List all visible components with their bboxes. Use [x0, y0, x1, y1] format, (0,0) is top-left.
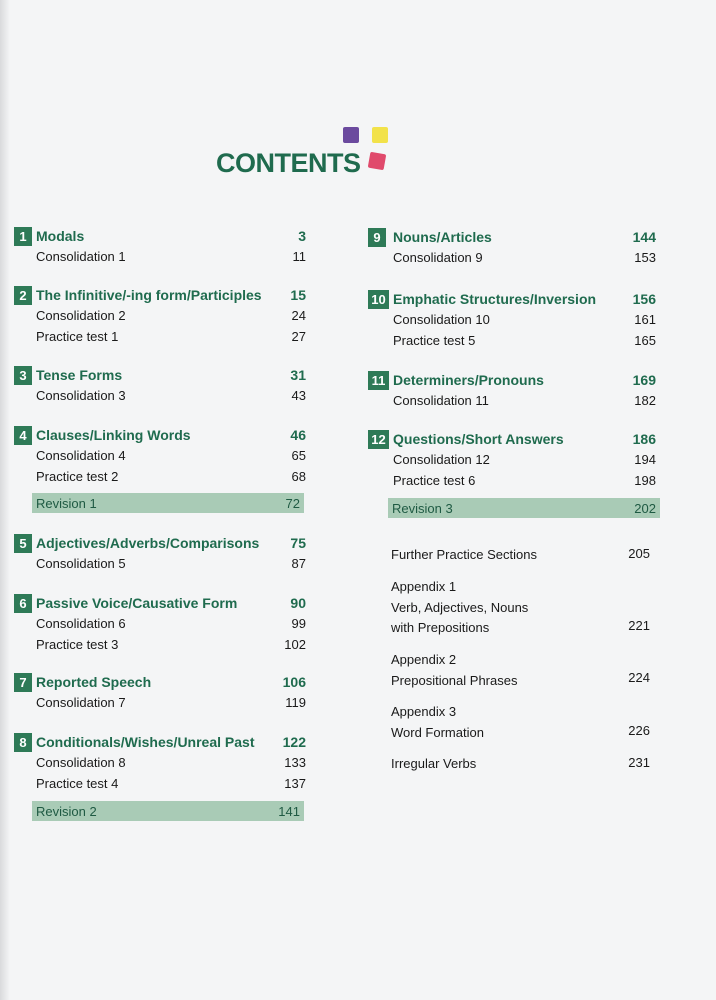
unit-row — [14, 286, 306, 306]
sub-entry — [14, 614, 306, 635]
sub-entry-label: Practice test 5 — [393, 332, 476, 348]
unit-title: Conditionals/Wishes/Unreal Past — [36, 734, 255, 750]
sub-entry — [14, 774, 306, 795]
unit-title: Emphatic Structures/Inversion — [393, 291, 597, 307]
unit-entry — [368, 430, 656, 491]
sub-entry-page: 161 — [634, 312, 656, 327]
appendix-entry-line: Irregular Verbs — [391, 756, 477, 771]
sub-entry-label: Practice test 4 — [36, 775, 119, 791]
sub-entry-page: 194 — [634, 452, 656, 467]
unit-page-number: 156 — [632, 291, 656, 307]
unit-title: Determiners/Pronouns — [393, 372, 544, 388]
appendix-entry-page: 221 — [628, 618, 650, 633]
sub-entry-page: 165 — [634, 332, 656, 348]
unit-page-number: 186 — [632, 431, 656, 447]
unit-page-number: 75 — [290, 535, 306, 551]
unit-entry — [14, 286, 306, 347]
unit-number-badge: 6 — [14, 594, 32, 613]
sub-entry — [14, 753, 306, 774]
unit-number-badge: 2 — [14, 286, 32, 305]
unit-entry — [14, 227, 306, 268]
appendix-entry-line: Further Practice Sections — [391, 547, 537, 562]
unit-title: Tense Forms — [36, 367, 123, 383]
unit-page-number: 90 — [290, 595, 306, 611]
unit-entry — [14, 426, 306, 487]
sub-entry-page: 99 — [291, 616, 306, 631]
unit-row — [368, 290, 656, 310]
purple-square-icon — [343, 127, 359, 143]
sub-entry-label: Consolidation 10 — [393, 312, 490, 327]
sub-entry — [14, 693, 306, 714]
unit-title: Reported Speech — [36, 674, 152, 690]
sub-entry-page: 198 — [634, 472, 656, 488]
unit-page-number: 15 — [290, 287, 306, 303]
sub-entry-label: Consolidation 9 — [393, 250, 483, 265]
unit-row — [14, 426, 306, 446]
unit-page-number: 122 — [282, 734, 306, 750]
page-edge-shadow — [0, 0, 10, 1000]
sub-entry — [14, 554, 306, 575]
sub-entry-page: 133 — [284, 755, 306, 770]
appendix-entry-line: Appendix 3 — [391, 704, 457, 719]
unit-row — [368, 228, 656, 248]
revision-bar — [32, 493, 304, 513]
sub-entry — [14, 467, 306, 488]
unit-title: Questions/Short Answers — [393, 431, 564, 447]
unit-page-number: 169 — [632, 372, 656, 388]
sub-entry-page: 153 — [634, 250, 656, 265]
revision-bar — [388, 498, 660, 518]
revision-label: Revision 1 — [36, 496, 97, 511]
sub-entry-label: Consolidation 2 — [36, 308, 126, 323]
contents-heading — [216, 126, 406, 186]
sub-entry-label: Consolidation 7 — [36, 695, 126, 710]
unit-number-badge: 1 — [14, 227, 32, 246]
sub-entry-page: 43 — [291, 388, 306, 403]
unit-title: Modals — [36, 228, 85, 244]
sub-entry — [368, 471, 656, 492]
sub-entry-page: 102 — [284, 636, 306, 652]
appendix-entry-page: 226 — [628, 723, 650, 738]
sub-entry-label: Practice test 1 — [36, 328, 119, 344]
unit-entry — [14, 594, 306, 655]
unit-entry — [368, 290, 656, 351]
unit-page-number: 3 — [298, 228, 306, 244]
sub-entry-page: 27 — [291, 328, 306, 344]
appendix-entry — [391, 754, 476, 775]
sub-entry — [368, 248, 656, 269]
unit-row — [14, 366, 306, 386]
appendix-entry — [391, 650, 517, 691]
unit-number-badge: 10 — [368, 290, 389, 309]
appendix-entry — [391, 702, 484, 743]
sub-entry-page: 87 — [291, 556, 306, 571]
unit-row — [14, 534, 306, 554]
unit-number-badge: 4 — [14, 426, 32, 445]
unit-title: The Infinitive/-ing form/Participles — [36, 287, 262, 303]
revision-page: 72 — [285, 496, 300, 511]
unit-entry — [368, 371, 656, 412]
unit-row — [368, 430, 656, 450]
page-title: CONTENTS — [216, 148, 361, 178]
unit-page-number: 106 — [282, 674, 306, 690]
unit-page-number: 31 — [290, 367, 306, 383]
sub-entry-label: Consolidation 11 — [393, 393, 489, 408]
sub-entry-label: Consolidation 5 — [36, 556, 126, 571]
sub-entry-page: 24 — [291, 308, 306, 323]
sub-entry — [368, 310, 656, 331]
sub-entry-label: Consolidation 3 — [36, 388, 126, 403]
unit-number-badge: 7 — [14, 673, 32, 692]
sub-entry-page: 65 — [291, 448, 306, 463]
revision-page: 141 — [278, 804, 300, 819]
unit-number-badge: 3 — [14, 366, 32, 385]
sub-entry-page: 182 — [634, 393, 656, 408]
sub-entry-page: 137 — [284, 775, 306, 791]
sub-entry-label: Practice test 3 — [36, 636, 119, 652]
sub-entry — [14, 327, 306, 348]
appendix-entry — [391, 545, 537, 566]
sub-entry — [368, 331, 656, 352]
sub-entry-label: Consolidation 8 — [36, 755, 126, 770]
unit-page-number: 144 — [632, 229, 656, 245]
unit-number-badge: 12 — [368, 430, 389, 449]
appendix-entry-line: Appendix 2 — [391, 652, 457, 667]
sub-entry-label: Consolidation 4 — [36, 448, 126, 463]
appendix-entry-line: Word Formation — [391, 724, 484, 740]
unit-entry — [14, 366, 306, 407]
unit-title: Adjectives/Adverbs/Comparisons — [36, 535, 260, 551]
appendix-entry-page: 231 — [628, 755, 650, 770]
unit-page-number: 46 — [290, 427, 306, 443]
appendix-entry-line: Appendix 1 — [391, 579, 457, 594]
revision-page: 202 — [634, 501, 656, 516]
revision-label: Revision 3 — [392, 501, 453, 516]
appendix-entry-line: Verb, Adjectives, Nouns — [391, 599, 529, 615]
unit-title: Nouns/Articles — [393, 229, 492, 245]
sub-entry-label: Practice test 6 — [393, 472, 476, 488]
unit-entry — [14, 673, 306, 714]
appendix-entry-page: 224 — [628, 670, 650, 685]
revision-bar — [32, 801, 304, 821]
unit-row — [14, 594, 306, 614]
unit-title: Clauses/Linking Words — [36, 427, 191, 443]
sub-entry-page: 68 — [291, 468, 306, 484]
appendix-entry — [391, 577, 528, 639]
appendix-entry-line: with Prepositions — [391, 620, 490, 635]
sub-entry-label: Consolidation 1 — [36, 249, 126, 264]
unit-number-badge: 11 — [368, 371, 389, 390]
yellow-square-icon — [372, 127, 388, 143]
unit-number-badge: 8 — [14, 733, 32, 752]
unit-entry — [14, 733, 306, 794]
sub-entry — [14, 446, 306, 467]
unit-row — [14, 673, 306, 693]
appendix-entry-page: 205 — [628, 546, 650, 561]
unit-row — [368, 371, 656, 391]
sub-entry — [14, 247, 306, 268]
unit-number-badge: 9 — [368, 228, 386, 247]
unit-entry — [368, 228, 656, 269]
sub-entry-label: Consolidation 6 — [36, 616, 126, 631]
unit-entry — [14, 534, 306, 575]
unit-row — [14, 227, 306, 247]
sub-entry — [14, 306, 306, 327]
sub-entry-page: 11 — [292, 249, 306, 264]
sub-entry-label: Consolidation 12 — [393, 452, 490, 467]
appendix-entry-line: Prepositional Phrases — [391, 672, 518, 688]
sub-entry-page: 119 — [285, 695, 306, 710]
unit-row — [14, 733, 306, 753]
sub-entry-label: Practice test 2 — [36, 468, 119, 484]
sub-entry — [14, 386, 306, 407]
sub-entry — [14, 635, 306, 656]
sub-entry — [368, 391, 656, 412]
pink-square-icon — [368, 152, 387, 171]
unit-title: Passive Voice/Causative Form — [36, 595, 238, 611]
revision-label: Revision 2 — [36, 804, 97, 819]
unit-number-badge: 5 — [14, 534, 32, 553]
sub-entry — [368, 450, 656, 471]
